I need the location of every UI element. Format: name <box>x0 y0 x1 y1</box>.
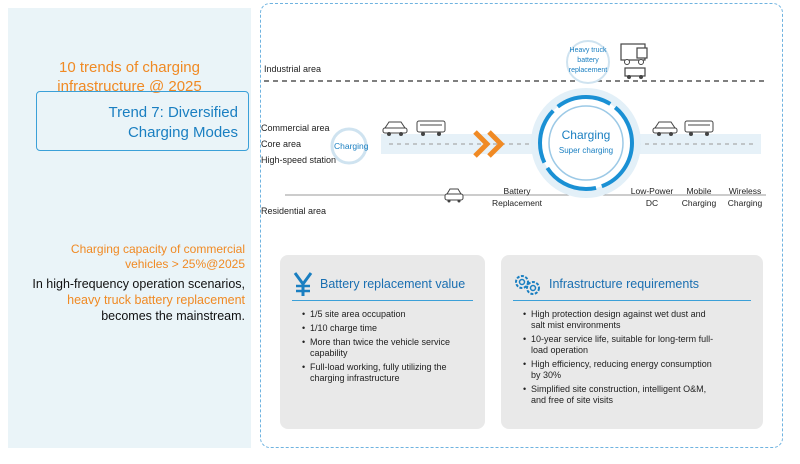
heavy-truck-icon <box>621 44 647 79</box>
core-area-label: Core area <box>261 139 302 149</box>
mobile-charging-label: Mobile Charging <box>681 186 717 208</box>
residential-area-label: Residential area <box>261 206 327 216</box>
scenario-text: In high-frequency operation scenarios, heavy truck battery replacement becomes the mainstream. <box>32 277 245 323</box>
gears-icon <box>513 271 543 297</box>
list-item: • 1/10 charge time <box>302 323 450 334</box>
list-item: • More than twice the vehicle service capability <box>302 337 450 359</box>
capacity-text: Charging capacity of commercial vehicles > 25%@2025 <box>70 242 245 271</box>
low-power-dc-label: Low-Power DC <box>630 186 674 208</box>
infra-requirements-card <box>501 255 763 429</box>
bus-icon <box>685 121 713 136</box>
list-item: • 10-year service life, suitable for long-term full- load operation <box>523 334 713 356</box>
hub-subtitle: Super charging <box>558 146 614 155</box>
list-item: • Simplified site construction, intelligent O&M, and free of site visits <box>523 384 713 406</box>
industrial-area-label: Industrial area <box>264 64 322 74</box>
car-icon <box>383 122 407 136</box>
battery-card-list <box>302 309 450 387</box>
wireless-charging-label: Wireless Charging <box>727 186 763 208</box>
battery-replacement-label: Battery Replacement <box>491 186 543 208</box>
yen-icon <box>292 271 314 297</box>
list-item: • High protection design against wet dust and salt mist environments <box>523 309 713 331</box>
left-panel <box>8 8 251 448</box>
infra-card-list <box>523 309 713 409</box>
heavy-truck-label: Heavy truck battery replacement <box>568 47 608 74</box>
trend-box-text: Trend 7: Diversified Charging Modes <box>108 104 238 141</box>
trend-title: 10 trends of charging infrastructure @ 2025 <box>57 59 202 95</box>
battery-card-title: Battery replacement value <box>320 277 466 291</box>
diagram-panel <box>260 3 783 448</box>
highspeed-station-label: High-speed station <box>261 155 337 165</box>
trend-box <box>36 91 249 151</box>
hub-title: Charging <box>561 128 611 142</box>
car-icon <box>653 122 677 136</box>
car-icon <box>445 189 463 203</box>
list-item: • 1/5 site area occupation <box>302 309 450 320</box>
card-header <box>513 269 751 301</box>
small-charging-label: Charging <box>334 141 369 151</box>
battery-value-card <box>280 255 485 429</box>
commercial-area-label: Commercial area <box>261 123 330 133</box>
list-item: • Full-load working, fully utilizing the charging infrastructure <box>302 362 450 384</box>
infra-card-title: Infrastructure requirements <box>549 277 700 291</box>
bus-icon <box>417 121 445 136</box>
list-item: • High efficiency, reducing energy consumption by 30% <box>523 359 713 381</box>
hub-inner-ring <box>549 106 623 180</box>
card-header <box>292 269 473 301</box>
